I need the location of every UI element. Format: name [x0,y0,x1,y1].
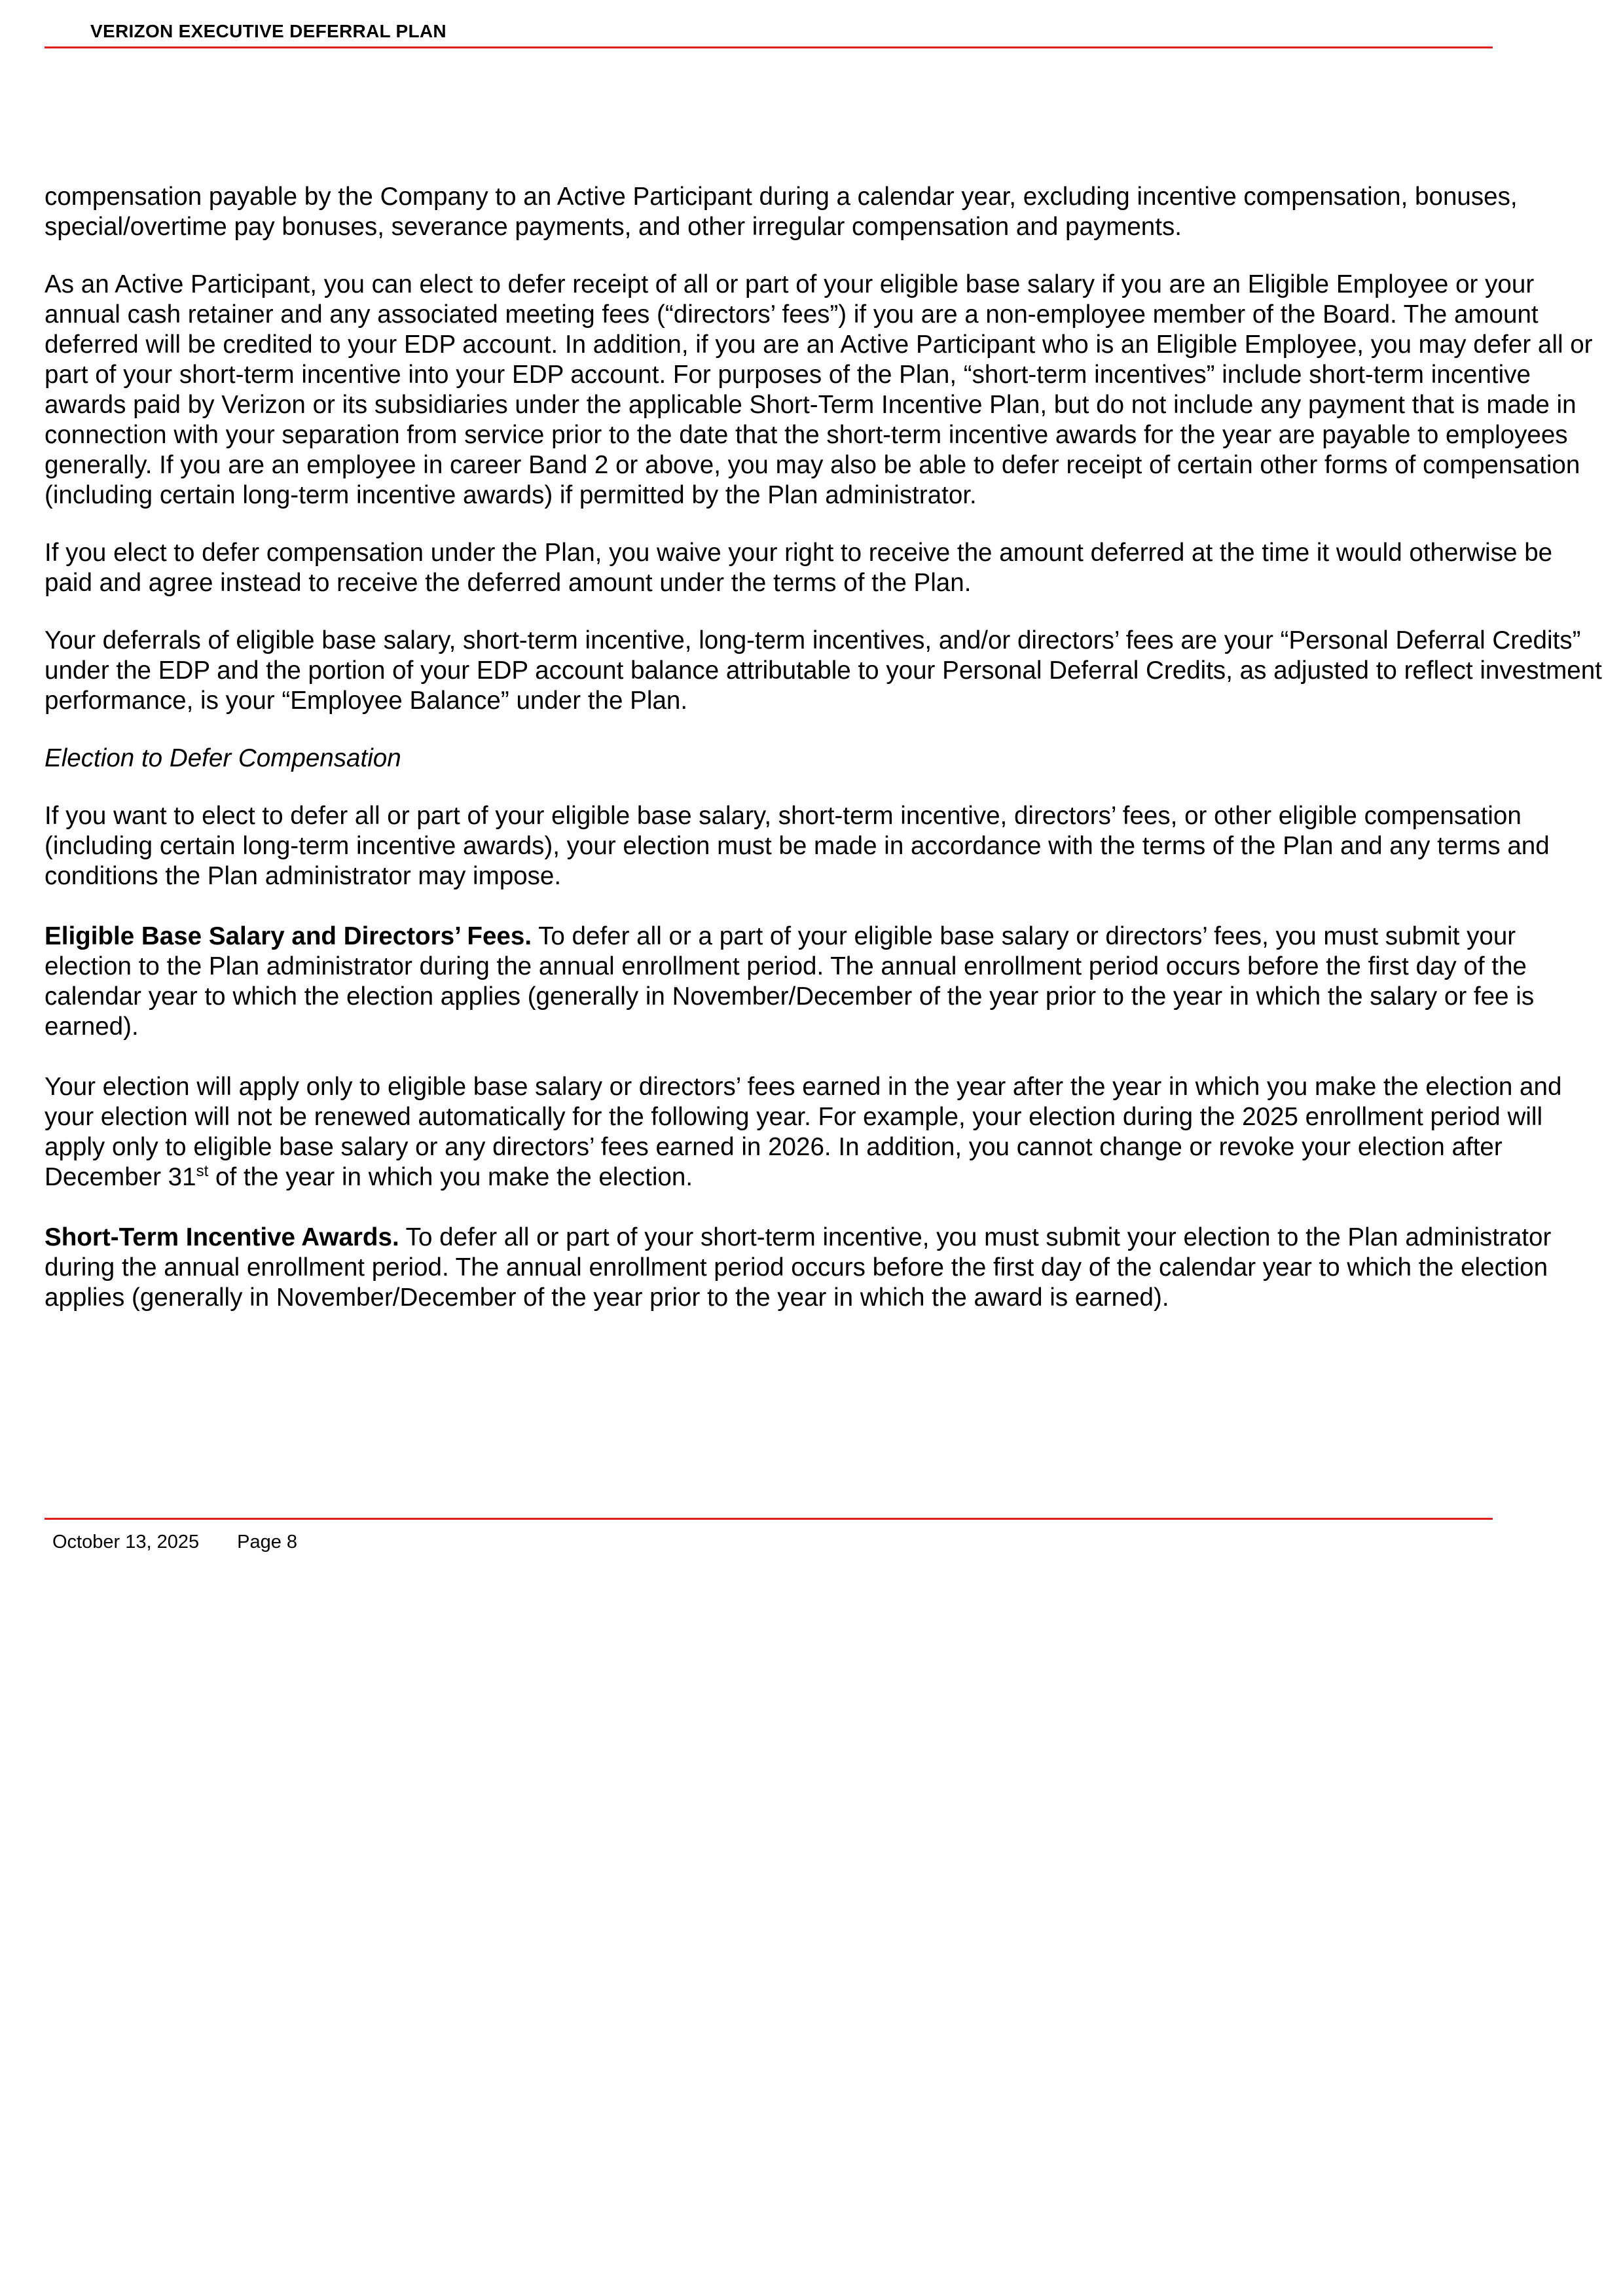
body-paragraph: If you elect to defer compensation under the Plan, you waive your right to receive the amount deferred at the time it would otherwise be paid and agree instead to receive the deferred amount under the terms of the Plan. [45,539,1553,597]
body-paragraph: compensation payable by the Company to an Active Participant during a calendar year, excluding incentive compensation, bonuses, special/overtime pay bonuses, severance payments, and other irregular compensation and payments. [45,183,1518,241]
paragraph-text: To defer all or a part of your eligible base salary or directors’ fees, you must submit your election to the Plan administrator during the annual enrollment period. The annual enrollment period occurs before the first day of the calendar year to which the election applies (generally in November/December of the year prior to the year in which the salary or fee is earned). [45,922,1535,1041]
body-paragraph [45,922,1603,1042]
header-divider [45,46,1493,48]
body-paragraph: If you want to elect to defer all or part of your eligible base salary, short-term incentive, directors’ fees, or other eligible compensation (including certain long-term incentive awards), your election must be made in accordance with the terms of the Plan and any terms and conditions the Plan administrator may impose. [45,802,1550,890]
paragraph-lead-heading: Eligible Base Salary and Directors’ Fees. [45,922,532,950]
paragraph-text: Your election will apply only to eligible base salary or directors’ fees earned in the year after the year in which you make the election and your election will not be renewed automatically for the following year. For example, your election during the 2025 enrollment period will apply only to eligible base salary or any directors’ fees earned in 2026. In addition, you cannot change or revoke your election after December 31 [45,1073,1562,1191]
page-number: Page 8 [237,1532,298,1552]
page-footer [52,1530,297,1554]
body-paragraph [45,1223,1603,1313]
footer-date: October 13, 2025 [52,1532,200,1552]
section-heading: Election to Defer Compensation [45,744,401,772]
body-paragraph [45,1072,1603,1193]
document-body [45,182,1603,1313]
body-paragraph: Your deferrals of eligible base salary, short-term incentive, long-term incentives, and/or directors’ fees are your “Personal Deferral Credits” under the EDP and the portion of your EDP account balance attributable to your Personal Deferral Credits, as adjusted to reflect investment performance, is your “Employee Balance” under the Plan. [45,626,1602,715]
paragraph-text: of the year in which you make the election. [208,1163,693,1191]
ordinal-suffix: st [196,1162,209,1181]
document-header-title: VERIZON EXECUTIVE DEFERRAL PLAN [90,21,447,41]
paragraph-lead-heading: Short-Term Incentive Awards. [45,1223,399,1251]
paragraph-text: To defer all or part of your short-term incentive, you must submit your election to the Plan administrator during the annual enrollment period. The annual enrollment period occurs before the first day of the calendar year to which the election applies (generally in November/December of the year prior to the year in which the award is earned). [45,1223,1552,1312]
footer-divider [45,1518,1493,1520]
body-paragraph: As an Active Participant, you can elect to defer receipt of all or part of your eligible base salary if you are an Eligible Employee or your annual cash retainer and any associated meeting fees (“directors’ fees”) if you are a non-employee member of the Board. The amount deferred will be credited to your EDP account. In addition, if you are an Active Participant who is an Eligible Employee, you may defer all or part of your short-term incentive into your EDP account. For purposes of the Plan, “short-term incentives” include short-term incentive awards paid by Verizon or its subsidiaries under the applicable Short-Term Incentive Plan, but do not include any payment that is made in connection with your separation from service prior to the date that the short-term incentive awards for the year are payable to employees generally. If you are an employee in career Band 2 or above, you may also be able to defer receipt of certain other forms of compensation (including certain long-term incentive awards) if permitted by the Plan administrator. [45,270,1593,509]
